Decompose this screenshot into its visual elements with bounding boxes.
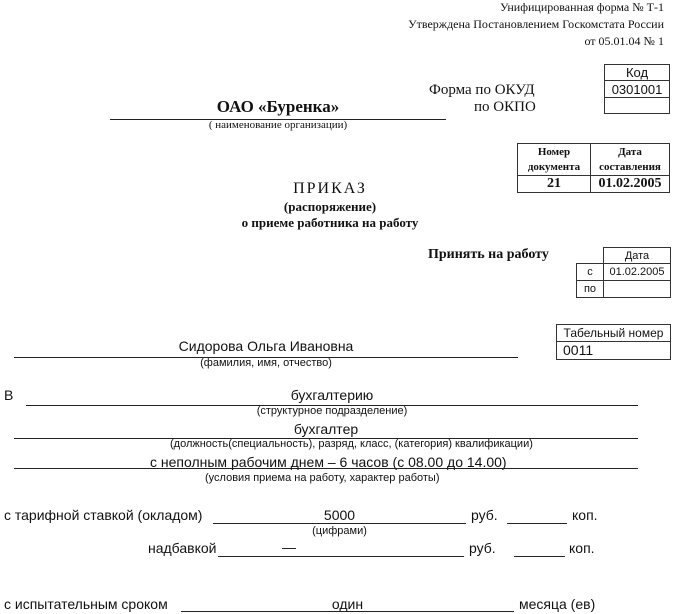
hire-from-value-cell: [603, 263, 671, 281]
forma-okud-label: Форма по ОКУД: [429, 82, 535, 98]
doc-number-cell: [517, 175, 591, 193]
okud-value: 0301001: [611, 82, 663, 97]
form-header-line3: от 05.01.04 № 1: [584, 34, 664, 48]
salary-kop-underline: [507, 523, 567, 524]
tabel-value-cell: [556, 341, 671, 360]
department-caption: (структурное подразделение): [256, 405, 408, 417]
okpo-label: по ОКПО: [474, 99, 536, 115]
department-prefix: В: [4, 387, 14, 403]
hire-from-label: с: [587, 266, 593, 278]
position-caption: (должность(специальность), разряд, класс, (категория) квалификации): [170, 438, 533, 450]
okpo-value-cell: [604, 97, 670, 114]
form-header-line1: Унифицированная форма № Т-1: [499, 0, 664, 14]
hire-to-label-cell: [576, 280, 604, 298]
organization-caption: ( наименование организации): [208, 119, 348, 131]
doc-date-cell: [590, 175, 670, 193]
hire-from-label-cell: [576, 263, 604, 281]
probation-value: один: [331, 596, 364, 612]
okud-value-cell: [604, 80, 670, 98]
bonus-kop: коп.: [569, 540, 595, 556]
bonus-label: надбавкой: [148, 540, 217, 556]
probation-label: с испытательным сроком: [4, 596, 168, 612]
employee-name: Сидорова Ольга Ивановна: [178, 338, 354, 354]
doc-number-value: 21: [547, 176, 561, 191]
document-topic: о приеме работника на работу: [241, 215, 419, 230]
tabel-header: Табельный номер: [563, 326, 664, 340]
salary-kop: коп.: [572, 507, 598, 523]
doc-date-value: 01.02.2005: [598, 176, 662, 191]
form-header: [408, 0, 664, 49]
probation-suffix: месяца (ев): [519, 596, 596, 612]
hire-date-header-cell: [603, 247, 671, 264]
bonus-rub: руб.: [469, 540, 496, 556]
salary-label: с тарифной ставкой (окладом): [4, 507, 203, 523]
bonus-underline: [218, 556, 464, 557]
hire-to-value-cell: [603, 280, 671, 298]
document-title: ПРИКАЗ: [293, 180, 367, 197]
doc-number-header: [517, 143, 591, 176]
tabel-header-cell: [556, 324, 671, 342]
hire-from-value: 01.02.2005: [609, 266, 665, 278]
tabel-value: 0011: [563, 342, 594, 358]
hire-label: Принять на работу: [428, 247, 549, 262]
employee-caption: (фамилия, имя, отчество): [200, 357, 332, 369]
doc-date-header-label: Дата составления: [599, 146, 661, 173]
kod-header-cell: [604, 64, 670, 81]
salary-rub: руб.: [471, 507, 498, 523]
bonus-value: —: [282, 539, 296, 555]
hire-date-header: Дата: [624, 250, 650, 262]
document-subtitle: (распоряжение): [283, 199, 377, 214]
salary-caption: (цифрами): [312, 525, 367, 537]
probation-underline: [181, 611, 514, 612]
department-value: бухгалтерию: [290, 387, 374, 403]
conditions-underline: [14, 468, 638, 469]
conditions-caption: (условия приема на работу, характер работы): [205, 472, 440, 484]
doc-number-header-label: Номер документа: [527, 146, 581, 173]
hire-to-label: по: [583, 283, 597, 295]
doc-date-header: [590, 143, 670, 176]
form-header-line2: Утверждена Постановлением Госкомстата России: [408, 17, 664, 31]
salary-value: 5000: [323, 507, 356, 523]
salary-underline: [213, 523, 466, 524]
bonus-kop-underline: [514, 556, 565, 557]
conditions-value: с неполным рабочим днем – 6 часов (с 08.00 до 14.00): [150, 454, 507, 470]
organization-name: ОАО «Буренка»: [216, 97, 340, 116]
position-value: бухгалтер: [293, 421, 359, 437]
kod-header-label: Код: [625, 65, 649, 80]
